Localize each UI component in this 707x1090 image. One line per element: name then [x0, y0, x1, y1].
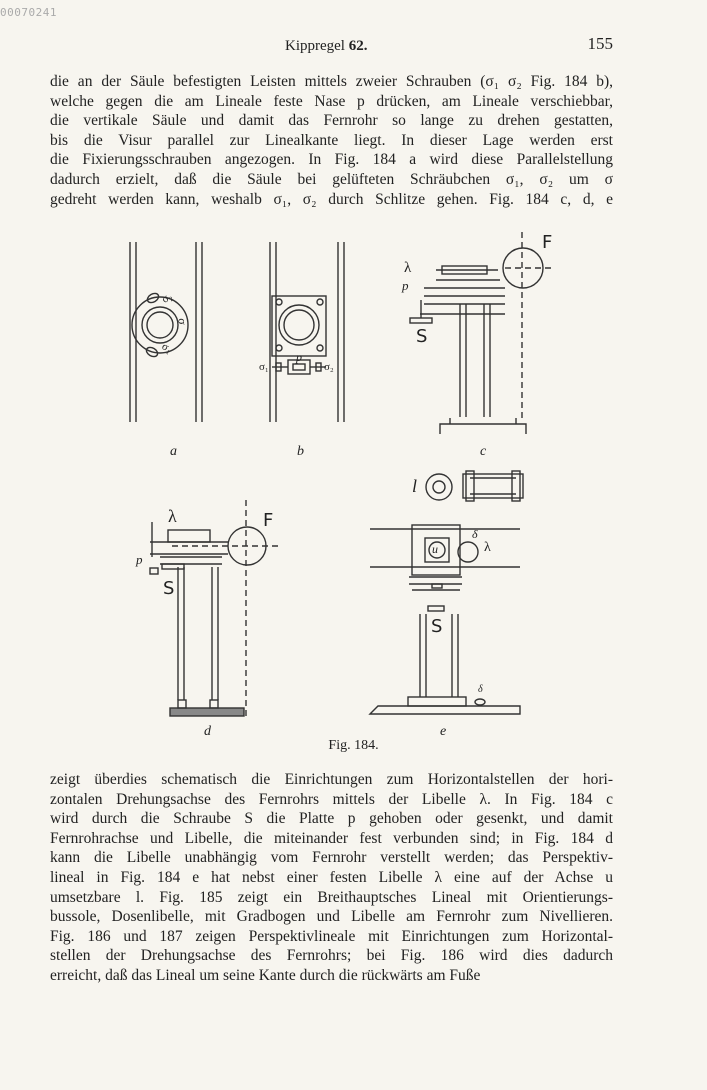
fig-label-e: e [440, 724, 447, 739]
text-line: stellen der Drehungsachse des Fernrohrs; bei Fig. 186 wird dies dadurch [50, 947, 613, 965]
header-title-text: Kippregel [285, 38, 349, 54]
text-line: die Fixierungsschrauben angezogen. In Fig. 184 a wird diese Parallelstellung [50, 151, 613, 169]
sigma1-label-a: σ₁ [159, 340, 175, 356]
delta-label-e: δ [472, 527, 478, 541]
lambda-label-d: λ [168, 506, 177, 526]
text-line: lineal in Fig. 184 e hat nebst einer festen Libelle λ eine auf der Achse u [50, 868, 613, 886]
S-label-d: S [163, 578, 175, 599]
paragraph-top [50, 72, 613, 209]
S-label-e: S [431, 616, 443, 637]
fig-d-drawing [150, 500, 280, 720]
p-label-b: p [296, 350, 302, 364]
page-identifier: 00070241 [0, 6, 57, 19]
fig-label-a: a [170, 444, 177, 459]
fig-c-drawing [410, 232, 555, 434]
fig-b-drawing [270, 242, 344, 422]
text-line: Fernrohrachse und Libelle, die miteinander fest verbunden sind; in Fig. 184 d [50, 829, 613, 847]
u-label-e: u [432, 542, 438, 556]
header-section-number: 62. [348, 38, 368, 54]
p-label-c: p [402, 278, 409, 293]
fig-label-c: c [480, 444, 487, 459]
p-label-d: p [136, 552, 143, 567]
text-line: bussole, Dosenlibelle, mit Gradbogen und Libelle am Fernrohr zum Nivellieren. [50, 908, 613, 926]
sigma2-label-b: σ₂ [324, 361, 334, 373]
lambda-label-e: λ [484, 540, 491, 555]
F-label-c: F [542, 232, 553, 253]
text-line: erreicht, daß das Lineal um seine Kante durch die rückwärts am Fuße [50, 966, 481, 984]
text-line: die vertikale Säule und damit das Fernrohr so lange zu drehen gestatten, [50, 112, 613, 130]
text-line: kann die Libelle unabhängig vom Fernrohr verstellt werden; das Perspektiv- [50, 849, 613, 867]
fig-label-d: d [204, 724, 211, 739]
fig-label-b: b [297, 444, 304, 459]
text-line: bis die Visur parallel zur Linealkante liegt. In dieser Lage werden erst [50, 131, 613, 149]
text-line: die an der Säule befestigten Leisten mittels zweier Schrauben (σ₁ σ₂ Fig. 184 b), [50, 73, 613, 90]
l-label: l [412, 476, 418, 496]
text-line: gedreht werden kann, weshalb σ₁, σ₂ durch Schlitze gehen. Fig. 184 c, d, e [50, 190, 613, 208]
text-line: zontalen Drehungsachse des Fernrohrs mittels der Libelle λ. In Fig. 184 c [50, 790, 613, 808]
text-line: wird durch die Schraube S die Platte p gehoben oder gesenkt, und damit [50, 810, 613, 828]
text-line: dadurch erzielt, daß die Säule bei gelüfteten Schräubchen σ₁, σ₂ um σ [50, 170, 613, 188]
text-line: Fig. 186 und 187 zeigen Perspektivlineale mit Einrichtungen zum Horizontal- [50, 927, 613, 945]
page-number: 155 [587, 34, 613, 53]
paragraph-bottom [50, 770, 613, 986]
sigma-label-a: σ [175, 318, 190, 325]
fig-libelle-drawing [426, 471, 523, 501]
delta-label-e2: δ [478, 684, 483, 695]
F-label-d: F [263, 510, 274, 531]
S-label-c: S [416, 326, 428, 347]
text-line: umsetzbare l. Fig. 185 zeigt ein Breithauptsches Lineal mit Orientierungs- [50, 888, 613, 906]
text-line: welche gegen die am Lineale feste Nase p drücken, am Lineale verschiebbar, [50, 92, 613, 110]
sigma2-label-a: σ₂ [159, 290, 175, 306]
sigma1-label-b: σ₁ [259, 361, 269, 373]
lambda-label-c: λ [404, 260, 412, 276]
fig-e-drawing [370, 525, 520, 714]
figure-drawing [0, 222, 707, 762]
running-header [0, 34, 707, 58]
text-line: zeigt überdies schematisch die Einrichtungen zum Horizontalstellen der hori- [50, 771, 613, 788]
fig-a-drawing [130, 242, 202, 422]
header-title [285, 38, 367, 55]
figure-184 [0, 222, 707, 762]
figure-caption: Fig. 184. [328, 738, 379, 753]
